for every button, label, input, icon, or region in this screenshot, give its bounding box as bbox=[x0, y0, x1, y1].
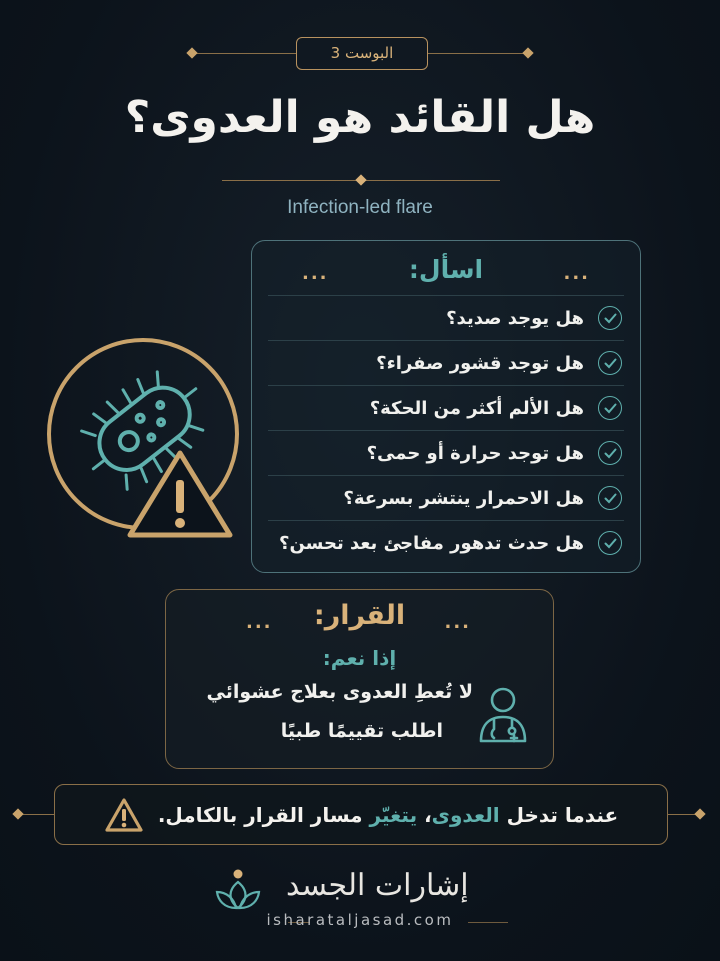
decision-dots-left: ... bbox=[246, 612, 273, 633]
decision-heading: القرار: bbox=[313, 600, 406, 631]
check-icon bbox=[598, 531, 622, 555]
banner-text-start: عندما تدخل bbox=[499, 802, 619, 827]
title-divider-ornament bbox=[355, 174, 366, 185]
banner-highlight-changes: يتغيّر bbox=[369, 802, 418, 827]
list-item bbox=[268, 295, 624, 340]
questions-card bbox=[251, 240, 641, 573]
question-text: هل الألم أكثر من الحكة؟ bbox=[369, 397, 584, 419]
banner-text-comma: ، bbox=[417, 802, 432, 827]
key-message-text bbox=[158, 803, 618, 827]
question-text: هل توجد قشور صفراء؟ bbox=[376, 352, 584, 374]
check-icon bbox=[598, 351, 622, 375]
banner-ornament-left bbox=[12, 808, 23, 819]
badge-rule-right bbox=[428, 53, 526, 54]
decision-advice: لا تُعطِ العدوى بعلاج عشوائي bbox=[206, 681, 473, 703]
question-text: هل حدث تدهور مفاجئ بعد تحسن؟ bbox=[279, 532, 584, 554]
website-link[interactable]: isharataljasad.com bbox=[266, 911, 454, 929]
decision-dots-right: ... bbox=[444, 612, 471, 633]
questions-list bbox=[268, 295, 624, 565]
warning-icon bbox=[104, 797, 144, 833]
check-icon bbox=[598, 396, 622, 420]
decision-card bbox=[165, 589, 554, 769]
decision-action: اطلب تقييمًا طبيًا bbox=[280, 720, 443, 742]
banner-ornament-right bbox=[694, 808, 705, 819]
bacteria-warning-illustration bbox=[40, 335, 250, 550]
subtitle: Infection-led flare bbox=[287, 197, 433, 218]
badge-rule-left bbox=[196, 53, 296, 54]
list-item bbox=[268, 520, 624, 565]
badge-ornament-left bbox=[186, 47, 197, 58]
list-item bbox=[268, 385, 624, 430]
banner-rule-left bbox=[22, 814, 54, 815]
badge-ornament-right bbox=[522, 47, 533, 58]
decision-condition: إذا نعم: bbox=[322, 646, 397, 670]
banner-highlight-infection: العدوى bbox=[431, 802, 500, 827]
list-item bbox=[268, 430, 624, 475]
check-icon bbox=[598, 486, 622, 510]
doctor-icon bbox=[472, 683, 534, 745]
check-icon bbox=[598, 441, 622, 465]
brand-name: إشارات الجسد bbox=[286, 868, 469, 903]
question-text: هل يوجد صديد؟ bbox=[446, 307, 584, 329]
question-text: هل توجد حرارة أو حمى؟ bbox=[366, 442, 584, 464]
key-message-banner bbox=[54, 784, 668, 845]
page-title: هل القائد هو العدوى؟ bbox=[124, 92, 596, 143]
list-item bbox=[268, 475, 624, 520]
questions-heading: اسأل: bbox=[408, 255, 484, 284]
post-badge: البوست 3 bbox=[296, 37, 428, 70]
question-text: هل الاحمرار ينتشر بسرعة؟ bbox=[343, 487, 584, 509]
check-icon bbox=[598, 306, 622, 330]
lotus-icon bbox=[214, 868, 262, 914]
list-item bbox=[268, 340, 624, 385]
ask-dots-right: ... bbox=[563, 263, 590, 284]
banner-text-end: مسار القرار بالكامل. bbox=[157, 802, 370, 827]
ask-dots-left: ... bbox=[302, 263, 329, 284]
